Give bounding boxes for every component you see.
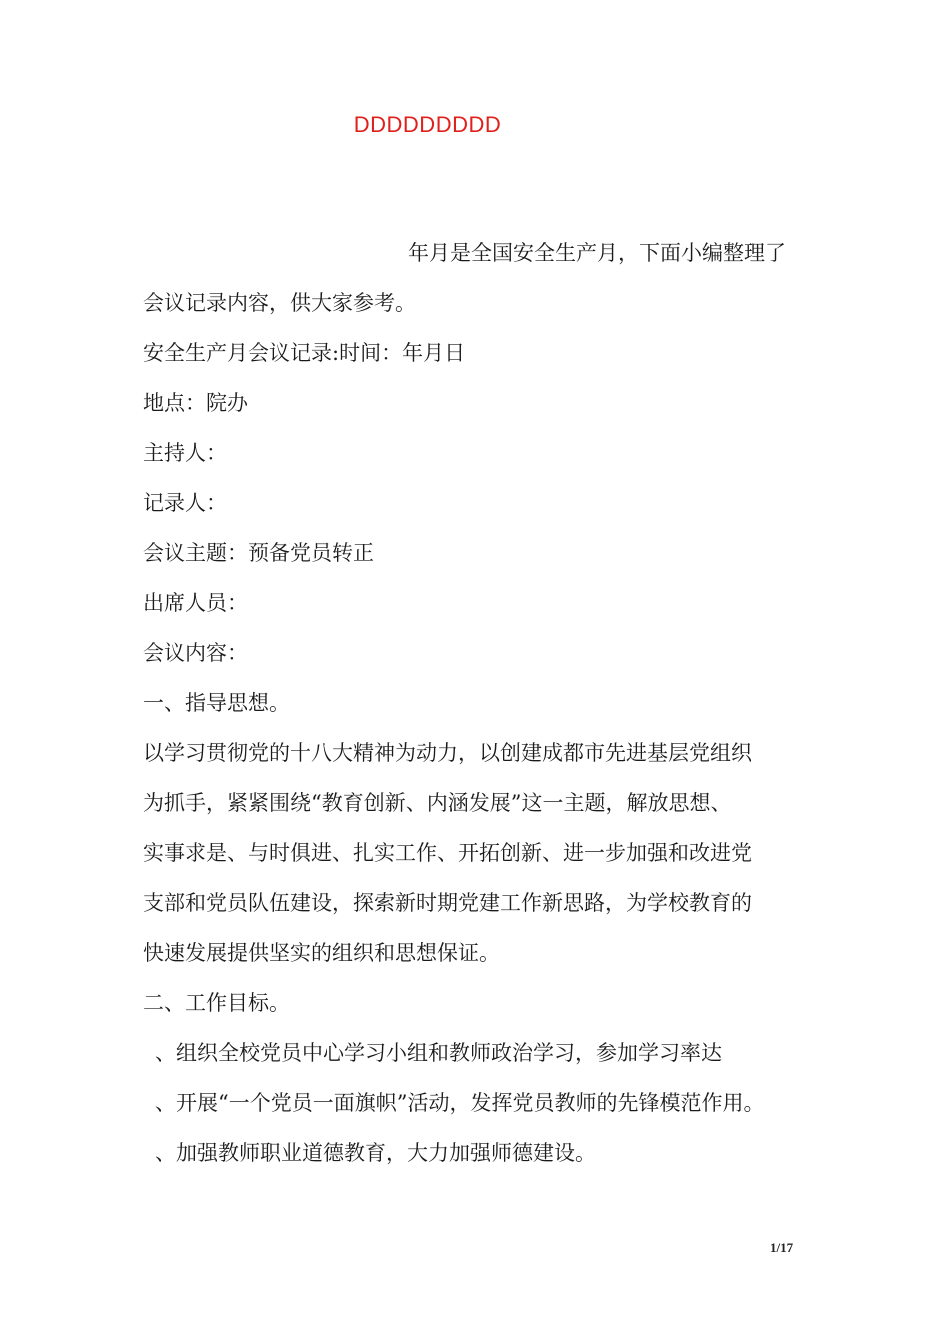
- intro-line-1: 年月是全国安全生产月，下面小编整理了: [408, 241, 786, 265]
- paragraph-line: 为抓手，紧紧围绕“教育创新、内涵发展”这一主题，解放思想、: [143, 791, 732, 815]
- section-heading-1: 一、指导思想。: [143, 691, 290, 715]
- list-item: 、加强教师职业道德教育，大力加强师德建设。: [155, 1141, 596, 1165]
- section-heading-2: 二、工作目标。: [143, 991, 290, 1015]
- page-number: 1/17: [770, 1240, 794, 1255]
- list-item: 、组织全校党员中心学习小组和教师政治学习，参加学习率达: [155, 1041, 722, 1065]
- paragraph-line: 快速发展提供坚实的组织和思想保证。: [143, 941, 500, 965]
- meeting-topic: 会议主题：预备党员转正: [143, 541, 374, 565]
- meeting-location: 地点：院办: [143, 391, 248, 415]
- document-title: DDDDDDDDD: [353, 112, 502, 137]
- meeting-host: 主持人：: [143, 441, 227, 465]
- paragraph-line: 支部和党员队伍建设，探索新时期党建工作新思路，为学校教育的: [143, 891, 752, 915]
- intro-line-2: 会议记录内容，供大家参考。: [143, 291, 416, 315]
- meeting-record-time: 安全生产月会议记录:时间：年月日: [143, 341, 466, 365]
- meeting-attendees: 出席人员：: [143, 591, 248, 615]
- paragraph-line: 实事求是、与时俱进、扎实工作、开拓创新、进一步加强和改进党: [143, 841, 752, 865]
- paragraph-line: 以学习贯彻党的十八大精神为动力，以创建成都市先进基层党组织: [143, 741, 752, 765]
- list-item: 、开展“一个党员一面旗帜”活动，发挥党员教师的先锋模范作用。: [155, 1091, 765, 1115]
- meeting-recorder: 记录人：: [143, 491, 227, 515]
- meeting-content-heading: 会议内容：: [143, 641, 248, 665]
